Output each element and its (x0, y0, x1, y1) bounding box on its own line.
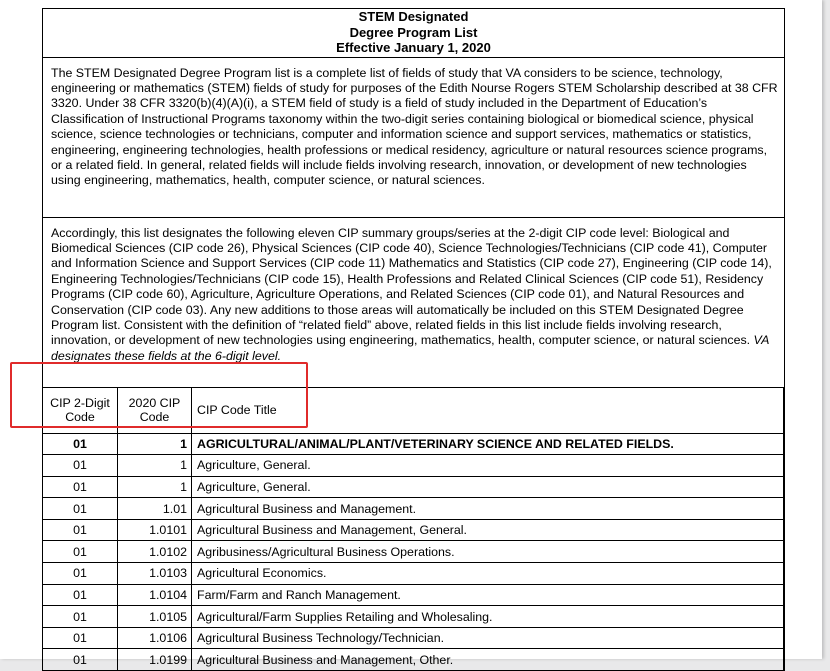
cell-2020-cip-code: 1.0104 (118, 584, 192, 606)
title-line-2: Degree Program List (43, 25, 784, 41)
cell-2020-cip-code: 1.0102 (118, 541, 192, 563)
table-row (43, 563, 784, 585)
cell-2020-cip-code: 1.0199 (118, 649, 192, 671)
cell-cip-2-digit: 01 (43, 606, 118, 628)
table-row (43, 606, 784, 628)
designation-paragraph (43, 218, 784, 387)
cell-cip-code-title: Agricultural Business and Management. (192, 498, 784, 520)
designation-emphasis: VA designates these fields at the 6-digit level. (51, 333, 769, 362)
cell-cip-code-title: Agriculture, General. (192, 476, 784, 498)
table-row (43, 498, 784, 520)
cell-2020-cip-code: 1 (118, 476, 192, 498)
table-row (43, 476, 784, 498)
table-row (43, 627, 784, 649)
cell-cip-2-digit: 01 (43, 541, 118, 563)
cell-2020-cip-code: 1.0106 (118, 627, 192, 649)
intro-paragraph: The STEM Designated Degree Program list is a complete list of fields of study that VA considers to be science, technology, engineering or mathematics (STEM) fields of study for purposes of the Edith Nourse Rogers STEM Scholarship described at 38 CFR 3320. Under 38 CFR 3320(b)(4)(A)(i), a STEM field of study is a field of study included in the Department of Education’s Classification of Instructional Programs taxonomy within the two-digit series containing biological or biomedical science, physical science, science technologies or technicians, computer and information science and support services, mathematics or statistics, engineering, engineering technologies, health professions or medical residency, agriculture or natural resources science programs, or a related field. In general, related fields will include fields involving research, innovation, or development of new technologies using engineering, mathematics, health, computer science, or natural sciences. (43, 58, 784, 218)
cell-2020-cip-code: 1 (118, 455, 192, 477)
cell-cip-code-title: Agricultural Business Technology/Technician. (192, 627, 784, 649)
table-body (43, 433, 784, 671)
cell-cip-2-digit: 01 (43, 519, 118, 541)
table-row (43, 584, 784, 606)
cell-cip-2-digit: 01 (43, 455, 118, 477)
table-row (43, 541, 784, 563)
cell-cip-code-title: Agricultural Economics. (192, 563, 784, 585)
cell-cip-code-title: Agriculture, General. (192, 455, 784, 477)
cell-cip-code-title: Farm/Farm and Ranch Management. (192, 584, 784, 606)
table-row (43, 519, 784, 541)
cell-2020-cip-code: 1.01 (118, 498, 192, 520)
cell-cip-code-title: AGRICULTURAL/ANIMAL/PLANT/VETERINARY SCIENCE AND RELATED FIELDS. (192, 433, 784, 455)
designation-text: Accordingly, this list designates the following eleven CIP summary groups/series at the 2-digit CIP code level: Biological and Biomedical Sciences (CIP code 26), Physical Sciences (CIP code 40), Science Technologies/Technicians (CIP code 41), Computer and Information Science and Support Services (CIP code 11) Mathematics and Statistics (CIP code 27), Engineering (CIP code 14), Engineering Technologies/Technicians (CIP code 15), Health Professions and Related Clinical Sciences (CIP code 51), Residency Programs (CIP code 60), Agriculture, Agriculture Operations, and Related Sciences (CIP code 01), and Natural Resources and Conservation (CIP code 03). Any new additions to those areas will automatically be included on this STEM Designated Degree Program list. Consistent with the definition of “related field” above, related fields in this list include fields involving research, innovation, or development of new technologies using engineering, mathematics, health, computer science, or natural sciences. (51, 226, 772, 348)
cell-cip-2-digit: 01 (43, 649, 118, 671)
header-2020-cip-code: 2020 CIP Code (118, 387, 192, 433)
cell-cip-code-title: Agribusiness/Agricultural Business Operations. (192, 541, 784, 563)
stem-list-document (42, 8, 785, 671)
cell-cip-code-title: Agricultural/Farm Supplies Retailing and Wholesaling. (192, 606, 784, 628)
document-title (43, 9, 784, 58)
cell-cip-2-digit: 01 (43, 433, 118, 455)
table-row (43, 433, 784, 455)
table-row (43, 455, 784, 477)
cell-cip-code-title: Agricultural Business and Management, General. (192, 519, 784, 541)
cell-cip-2-digit: 01 (43, 584, 118, 606)
cell-2020-cip-code: 1 (118, 433, 192, 455)
title-line-1: STEM Designated (43, 9, 784, 25)
cell-2020-cip-code: 1.0105 (118, 606, 192, 628)
cell-cip-2-digit: 01 (43, 498, 118, 520)
cip-table (42, 387, 784, 671)
header-cip-2-digit: CIP 2-Digit Code (43, 387, 118, 433)
cell-2020-cip-code: 1.0103 (118, 563, 192, 585)
cell-cip-2-digit: 01 (43, 563, 118, 585)
table-row (43, 649, 784, 671)
table-header-row (43, 387, 784, 433)
cell-cip-2-digit: 01 (43, 627, 118, 649)
header-cip-code-title: CIP Code Title (192, 387, 784, 433)
cell-2020-cip-code: 1.0101 (118, 519, 192, 541)
cell-cip-2-digit: 01 (43, 476, 118, 498)
cell-cip-code-title: Agricultural Business and Management, Other. (192, 649, 784, 671)
title-line-3: Effective January 1, 2020 (43, 40, 784, 56)
